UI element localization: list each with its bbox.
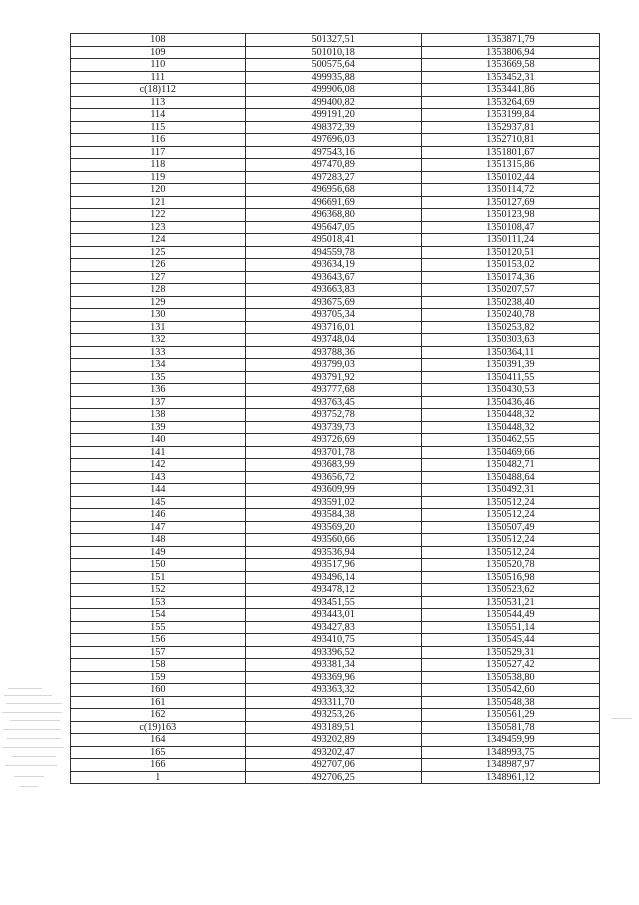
y-coordinate-cell: 1353871,79: [421, 34, 599, 47]
y-coordinate-cell: 1350469,66: [421, 446, 599, 459]
point-number-cell: 132: [71, 334, 246, 347]
coordinates-table-body: [71, 34, 600, 784]
x-coordinate-cell: 493517,96: [245, 559, 421, 572]
table-row: [71, 184, 600, 197]
y-coordinate-cell: 1350411,55: [421, 371, 599, 384]
point-number-cell: 1: [71, 771, 246, 784]
table-row: [71, 396, 600, 409]
table-row: [71, 571, 600, 584]
point-number-cell: 152: [71, 584, 246, 597]
y-coordinate-cell: 1353199,84: [421, 109, 599, 122]
y-coordinate-cell: 1350120,51: [421, 246, 599, 259]
table-row: [71, 134, 600, 147]
y-coordinate-cell: 1353452,31: [421, 71, 599, 84]
point-number-cell: 124: [71, 234, 246, 247]
y-coordinate-cell: 1350111,24: [421, 234, 599, 247]
point-number-cell: 137: [71, 396, 246, 409]
table-row: [71, 346, 600, 359]
point-number-cell: 143: [71, 471, 246, 484]
x-coordinate-cell: 497283,27: [245, 171, 421, 184]
y-coordinate-cell: 1350123,98: [421, 209, 599, 222]
table-row: [71, 246, 600, 259]
x-coordinate-cell: 493763,45: [245, 396, 421, 409]
point-number-cell: с(19)163: [71, 721, 246, 734]
point-number-cell: 146: [71, 509, 246, 522]
point-number-cell: 159: [71, 671, 246, 684]
point-number-cell: 160: [71, 684, 246, 697]
point-number-cell: 108: [71, 34, 246, 47]
table-row: [71, 171, 600, 184]
table-row: [71, 309, 600, 322]
y-coordinate-cell: 1352710,81: [421, 134, 599, 147]
x-coordinate-cell: 493569,20: [245, 521, 421, 534]
point-number-cell: 125: [71, 246, 246, 259]
x-coordinate-cell: 498372,39: [245, 121, 421, 134]
table-row: [71, 521, 600, 534]
point-number-cell: 141: [71, 446, 246, 459]
point-number-cell: 157: [71, 646, 246, 659]
table-row: [71, 71, 600, 84]
y-coordinate-cell: 1350542,60: [421, 684, 599, 697]
table-row: [71, 234, 600, 247]
y-coordinate-cell: 1350436,46: [421, 396, 599, 409]
point-number-cell: 144: [71, 484, 246, 497]
point-number-cell: 149: [71, 546, 246, 559]
y-coordinate-cell: 1350538,80: [421, 671, 599, 684]
x-coordinate-cell: 493609,99: [245, 484, 421, 497]
y-coordinate-cell: 1350520,78: [421, 559, 599, 572]
y-coordinate-cell: 1350430,53: [421, 384, 599, 397]
table-row: [71, 421, 600, 434]
y-coordinate-cell: 1350153,02: [421, 259, 599, 272]
table-row: [71, 96, 600, 109]
y-coordinate-cell: 1350482,71: [421, 459, 599, 472]
x-coordinate-cell: 493560,66: [245, 534, 421, 547]
x-coordinate-cell: 493410,75: [245, 634, 421, 647]
y-coordinate-cell: 1350102,44: [421, 171, 599, 184]
x-coordinate-cell: 493777,68: [245, 384, 421, 397]
y-coordinate-cell: 1353441,86: [421, 84, 599, 97]
y-coordinate-cell: 1350527,42: [421, 659, 599, 672]
y-coordinate-cell: 1350127,69: [421, 196, 599, 209]
y-coordinate-cell: 1353264,69: [421, 96, 599, 109]
point-number-cell: 121: [71, 196, 246, 209]
table-row: [71, 484, 600, 497]
y-coordinate-cell: 1351315,86: [421, 159, 599, 172]
table-row: [71, 471, 600, 484]
y-coordinate-cell: 1350548,38: [421, 696, 599, 709]
x-coordinate-cell: 499935,88: [245, 71, 421, 84]
table-row: [71, 734, 600, 747]
x-coordinate-cell: 493701,78: [245, 446, 421, 459]
x-coordinate-cell: 493363,32: [245, 684, 421, 697]
point-number-cell: 139: [71, 421, 246, 434]
point-number-cell: 166: [71, 759, 246, 772]
x-coordinate-cell: 493427,83: [245, 621, 421, 634]
table-row: [71, 221, 600, 234]
x-coordinate-cell: 493675,69: [245, 296, 421, 309]
table-row: [71, 121, 600, 134]
point-number-cell: 131: [71, 321, 246, 334]
x-coordinate-cell: 493634,19: [245, 259, 421, 272]
table-row: [71, 771, 600, 784]
y-coordinate-cell: 1350512,24: [421, 546, 599, 559]
table-row: [71, 384, 600, 397]
point-number-cell: 147: [71, 521, 246, 534]
point-number-cell: 115: [71, 121, 246, 134]
y-coordinate-cell: 1351801,67: [421, 146, 599, 159]
x-coordinate-cell: 493791,92: [245, 371, 421, 384]
x-coordinate-cell: 493496,14: [245, 571, 421, 584]
y-coordinate-cell: 1350253,82: [421, 321, 599, 334]
x-coordinate-cell: 500575,64: [245, 59, 421, 72]
x-coordinate-cell: 493799,03: [245, 359, 421, 372]
x-coordinate-cell: 493202,89: [245, 734, 421, 747]
point-number-cell: 158: [71, 659, 246, 672]
point-number-cell: 109: [71, 46, 246, 59]
point-number-cell: 111: [71, 71, 246, 84]
y-coordinate-cell: 1350448,32: [421, 409, 599, 422]
table-row: [71, 434, 600, 447]
x-coordinate-cell: 493716,01: [245, 321, 421, 334]
x-coordinate-cell: 493683,99: [245, 459, 421, 472]
x-coordinate-cell: 499906,08: [245, 84, 421, 97]
point-number-cell: 120: [71, 184, 246, 197]
table-row: [71, 559, 600, 572]
table-row: [71, 34, 600, 47]
x-coordinate-cell: 497696,03: [245, 134, 421, 147]
point-number-cell: 123: [71, 221, 246, 234]
point-number-cell: 153: [71, 596, 246, 609]
point-number-cell: 150: [71, 559, 246, 572]
table-row: [71, 359, 600, 372]
point-number-cell: 162: [71, 709, 246, 722]
table-row: [71, 596, 600, 609]
x-coordinate-cell: 493726,69: [245, 434, 421, 447]
table-row: [71, 196, 600, 209]
table-row: [71, 584, 600, 597]
table-row: [71, 746, 600, 759]
point-number-cell: 136: [71, 384, 246, 397]
table-row: [71, 709, 600, 722]
x-coordinate-cell: 493451,55: [245, 596, 421, 609]
point-number-cell: 140: [71, 434, 246, 447]
x-coordinate-cell: 493381,34: [245, 659, 421, 672]
scan-artifact: [0, 686, 70, 796]
y-coordinate-cell: 1350391,39: [421, 359, 599, 372]
x-coordinate-cell: 501327,51: [245, 34, 421, 47]
table-row: [71, 671, 600, 684]
y-coordinate-cell: 1350512,24: [421, 509, 599, 522]
y-coordinate-cell: 1350492,31: [421, 484, 599, 497]
table-row: [71, 459, 600, 472]
x-coordinate-cell: 493752,78: [245, 409, 421, 422]
point-number-cell: 151: [71, 571, 246, 584]
y-coordinate-cell: 1350512,24: [421, 496, 599, 509]
y-coordinate-cell: 1350448,32: [421, 421, 599, 434]
point-number-cell: 156: [71, 634, 246, 647]
y-coordinate-cell: 1350507,49: [421, 521, 599, 534]
y-coordinate-cell: 1350207,57: [421, 284, 599, 297]
point-number-cell: 114: [71, 109, 246, 122]
point-number-cell: 130: [71, 309, 246, 322]
y-coordinate-cell: 1353669,58: [421, 59, 599, 72]
point-number-cell: 148: [71, 534, 246, 547]
y-coordinate-cell: 1349459,99: [421, 734, 599, 747]
y-coordinate-cell: 1350108,47: [421, 221, 599, 234]
y-coordinate-cell: 1350364,11: [421, 346, 599, 359]
table-row: [71, 409, 600, 422]
table-row: [71, 509, 600, 522]
x-coordinate-cell: 493788,36: [245, 346, 421, 359]
coordinates-table: [70, 33, 600, 784]
x-coordinate-cell: 493739,73: [245, 421, 421, 434]
point-number-cell: 142: [71, 459, 246, 472]
point-number-cell: 145: [71, 496, 246, 509]
table-row: [71, 146, 600, 159]
x-coordinate-cell: 494559,78: [245, 246, 421, 259]
table-row: [71, 371, 600, 384]
table-row: [71, 209, 600, 222]
point-number-cell: 118: [71, 159, 246, 172]
point-number-cell: 138: [71, 409, 246, 422]
table-row: [71, 59, 600, 72]
y-coordinate-cell: 1350545,44: [421, 634, 599, 647]
x-coordinate-cell: 493369,96: [245, 671, 421, 684]
table-row: [71, 496, 600, 509]
x-coordinate-cell: 492706,25: [245, 771, 421, 784]
point-number-cell: 129: [71, 296, 246, 309]
point-number-cell: с(18)112: [71, 84, 246, 97]
point-number-cell: 126: [71, 259, 246, 272]
table-row: [71, 684, 600, 697]
y-coordinate-cell: 1348961,12: [421, 771, 599, 784]
point-number-cell: 165: [71, 746, 246, 759]
y-coordinate-cell: 1352937,81: [421, 121, 599, 134]
point-number-cell: 117: [71, 146, 246, 159]
point-number-cell: 128: [71, 284, 246, 297]
x-coordinate-cell: 493643,67: [245, 271, 421, 284]
point-number-cell: 155: [71, 621, 246, 634]
x-coordinate-cell: 493591,02: [245, 496, 421, 509]
table-row: [71, 46, 600, 59]
x-coordinate-cell: 493189,51: [245, 721, 421, 734]
y-coordinate-cell: 1350174,36: [421, 271, 599, 284]
y-coordinate-cell: 1350544,49: [421, 609, 599, 622]
y-coordinate-cell: 1348987,97: [421, 759, 599, 772]
table-row: [71, 609, 600, 622]
table-row: [71, 634, 600, 647]
point-number-cell: 134: [71, 359, 246, 372]
x-coordinate-cell: 493202,47: [245, 746, 421, 759]
table-row: [71, 659, 600, 672]
x-coordinate-cell: 493536,94: [245, 546, 421, 559]
x-coordinate-cell: 495647,05: [245, 221, 421, 234]
point-number-cell: 164: [71, 734, 246, 747]
table-row: [71, 296, 600, 309]
point-number-cell: 122: [71, 209, 246, 222]
x-coordinate-cell: 493396,52: [245, 646, 421, 659]
y-coordinate-cell: 1350238,40: [421, 296, 599, 309]
y-coordinate-cell: 1350512,24: [421, 534, 599, 547]
x-coordinate-cell: 493705,34: [245, 309, 421, 322]
table-row: [71, 159, 600, 172]
y-coordinate-cell: 1350551,14: [421, 621, 599, 634]
table-row: [71, 321, 600, 334]
table-row: [71, 446, 600, 459]
table-row: [71, 646, 600, 659]
x-coordinate-cell: 497543,16: [245, 146, 421, 159]
point-number-cell: 161: [71, 696, 246, 709]
y-coordinate-cell: 1348993,75: [421, 746, 599, 759]
x-coordinate-cell: 492707,06: [245, 759, 421, 772]
y-coordinate-cell: 1353806,94: [421, 46, 599, 59]
point-number-cell: 116: [71, 134, 246, 147]
x-coordinate-cell: 493443,01: [245, 609, 421, 622]
point-number-cell: 119: [71, 171, 246, 184]
y-coordinate-cell: 1350531,21: [421, 596, 599, 609]
x-coordinate-cell: 493253,26: [245, 709, 421, 722]
x-coordinate-cell: 497470,89: [245, 159, 421, 172]
x-coordinate-cell: 493656,72: [245, 471, 421, 484]
y-coordinate-cell: 1350561,29: [421, 709, 599, 722]
point-number-cell: 133: [71, 346, 246, 359]
scan-artifact-right: [612, 718, 632, 719]
table-row: [71, 84, 600, 97]
table-row: [71, 759, 600, 772]
table-row: [71, 109, 600, 122]
x-coordinate-cell: 493663,83: [245, 284, 421, 297]
x-coordinate-cell: 493584,38: [245, 509, 421, 522]
table-row: [71, 696, 600, 709]
point-number-cell: 154: [71, 609, 246, 622]
x-coordinate-cell: 493748,04: [245, 334, 421, 347]
table-row: [71, 546, 600, 559]
y-coordinate-cell: 1350523,62: [421, 584, 599, 597]
x-coordinate-cell: 499191,20: [245, 109, 421, 122]
x-coordinate-cell: 501010,18: [245, 46, 421, 59]
y-coordinate-cell: 1350516,98: [421, 571, 599, 584]
x-coordinate-cell: 493478,12: [245, 584, 421, 597]
point-number-cell: 135: [71, 371, 246, 384]
y-coordinate-cell: 1350240,78: [421, 309, 599, 322]
point-number-cell: 113: [71, 96, 246, 109]
x-coordinate-cell: 496691,69: [245, 196, 421, 209]
point-number-cell: 127: [71, 271, 246, 284]
table-row: [71, 721, 600, 734]
table-row: [71, 284, 600, 297]
y-coordinate-cell: 1350303,63: [421, 334, 599, 347]
y-coordinate-cell: 1350114,72: [421, 184, 599, 197]
y-coordinate-cell: 1350529,31: [421, 646, 599, 659]
x-coordinate-cell: 496956,68: [245, 184, 421, 197]
x-coordinate-cell: 493311,70: [245, 696, 421, 709]
table-row: [71, 534, 600, 547]
point-number-cell: 110: [71, 59, 246, 72]
x-coordinate-cell: 495018,41: [245, 234, 421, 247]
table-row: [71, 271, 600, 284]
y-coordinate-cell: 1350462,55: [421, 434, 599, 447]
y-coordinate-cell: 1350488,64: [421, 471, 599, 484]
table-row: [71, 621, 600, 634]
x-coordinate-cell: 499400,82: [245, 96, 421, 109]
table-row: [71, 259, 600, 272]
y-coordinate-cell: 1350581,78: [421, 721, 599, 734]
table-row: [71, 334, 600, 347]
x-coordinate-cell: 496368,80: [245, 209, 421, 222]
